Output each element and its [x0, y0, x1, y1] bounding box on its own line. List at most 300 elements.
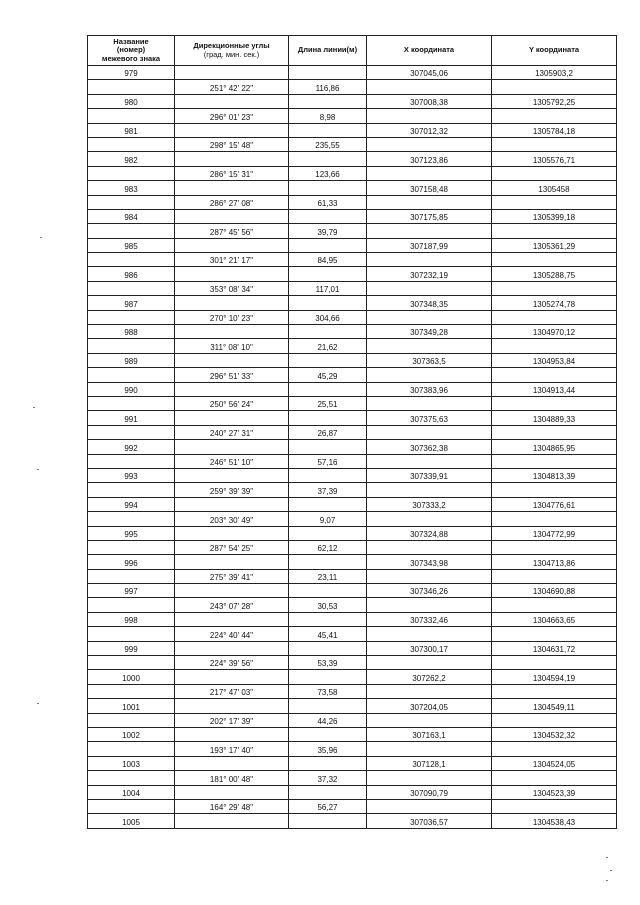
empty-cell: [367, 742, 492, 756]
empty-cell: [175, 382, 289, 396]
header-direction-angle: Дирекционные углы (град. мин. сек.): [175, 36, 289, 66]
segment-row: [88, 281, 617, 295]
segment-row: [88, 80, 617, 94]
point-name: 1000: [88, 670, 175, 684]
scan-speck: [37, 469, 39, 470]
empty-cell: [492, 512, 617, 526]
scan-speck: [606, 880, 608, 881]
empty-cell: [289, 497, 367, 511]
x-coordinate: 307128,1: [367, 756, 492, 770]
y-coordinate: 1305792,25: [492, 94, 617, 108]
y-coordinate: 1304663,65: [492, 612, 617, 626]
point-row: [88, 785, 617, 799]
empty-cell: [289, 353, 367, 367]
point-row: [88, 641, 617, 655]
point-name: 989: [88, 353, 175, 367]
x-coordinate: 307262,2: [367, 670, 492, 684]
direction-angle: 243° 07' 28": [175, 598, 289, 612]
empty-cell: [492, 425, 617, 439]
point-name: 988: [88, 325, 175, 339]
empty-cell: [492, 598, 617, 612]
segment-row: [88, 195, 617, 209]
line-length: 117,01: [289, 281, 367, 295]
scan-speck: [33, 407, 35, 408]
x-coordinate: 307175,85: [367, 209, 492, 223]
empty-cell: [88, 569, 175, 583]
y-coordinate: 1304594,19: [492, 670, 617, 684]
empty-cell: [175, 584, 289, 598]
empty-cell: [367, 799, 492, 813]
empty-cell: [367, 512, 492, 526]
direction-angle: 193° 17' 40": [175, 742, 289, 756]
empty-cell: [367, 253, 492, 267]
line-length: 116,86: [289, 80, 367, 94]
line-length: 21,62: [289, 339, 367, 353]
x-coordinate: 307333,2: [367, 497, 492, 511]
empty-cell: [175, 267, 289, 281]
empty-cell: [175, 612, 289, 626]
x-coordinate: 307187,99: [367, 238, 492, 252]
line-length: 53,39: [289, 656, 367, 670]
direction-angle: 296° 51' 33": [175, 368, 289, 382]
point-name: 995: [88, 526, 175, 540]
point-row: [88, 238, 617, 252]
empty-cell: [175, 123, 289, 137]
point-row: [88, 325, 617, 339]
point-row: [88, 353, 617, 367]
x-coordinate: 307363,5: [367, 353, 492, 367]
point-row: [88, 584, 617, 598]
empty-cell: [289, 440, 367, 454]
empty-cell: [289, 94, 367, 108]
empty-cell: [175, 353, 289, 367]
direction-angle: 353° 08' 34": [175, 281, 289, 295]
point-row: [88, 411, 617, 425]
segment-row: [88, 742, 617, 756]
empty-cell: [289, 814, 367, 828]
empty-cell: [175, 814, 289, 828]
header-line-length: Длина линии(м): [289, 36, 367, 66]
direction-angle: 203° 30' 49": [175, 512, 289, 526]
empty-cell: [367, 281, 492, 295]
empty-cell: [88, 253, 175, 267]
y-coordinate: 1305399,18: [492, 209, 617, 223]
scan-speck: [40, 237, 42, 238]
empty-cell: [175, 699, 289, 713]
point-name: 981: [88, 123, 175, 137]
direction-angle: 286° 27' 08": [175, 195, 289, 209]
empty-cell: [289, 612, 367, 626]
line-length: 37,39: [289, 483, 367, 497]
empty-cell: [289, 66, 367, 80]
point-row: [88, 555, 617, 569]
direction-angle: 251° 42' 22": [175, 80, 289, 94]
line-length: 30,53: [289, 598, 367, 612]
line-length: 62,12: [289, 540, 367, 554]
point-row: [88, 497, 617, 511]
empty-cell: [175, 152, 289, 166]
empty-cell: [289, 382, 367, 396]
point-row: [88, 382, 617, 396]
y-coordinate: 1304970,12: [492, 325, 617, 339]
segment-row: [88, 310, 617, 324]
empty-cell: [88, 137, 175, 151]
x-coordinate: 307339,91: [367, 468, 492, 482]
y-coordinate: 1304772,99: [492, 526, 617, 540]
empty-cell: [289, 727, 367, 741]
point-name: 982: [88, 152, 175, 166]
segment-row: [88, 598, 617, 612]
empty-cell: [289, 584, 367, 598]
table-header-row: [88, 36, 617, 66]
empty-cell: [492, 137, 617, 151]
point-row: [88, 209, 617, 223]
segment-row: [88, 109, 617, 123]
empty-cell: [367, 310, 492, 324]
empty-cell: [88, 540, 175, 554]
line-length: 35,96: [289, 742, 367, 756]
empty-cell: [175, 296, 289, 310]
segment-row: [88, 137, 617, 151]
empty-cell: [88, 339, 175, 353]
x-coordinate: 307036,57: [367, 814, 492, 828]
point-row: [88, 612, 617, 626]
empty-cell: [88, 656, 175, 670]
coordinates-sheet: [87, 35, 616, 829]
empty-cell: [367, 368, 492, 382]
direction-angle: 181° 00' 48": [175, 771, 289, 785]
empty-cell: [492, 540, 617, 554]
empty-cell: [492, 799, 617, 813]
y-coordinate: 1304776,61: [492, 497, 617, 511]
point-name: 1003: [88, 756, 175, 770]
empty-cell: [175, 94, 289, 108]
empty-cell: [367, 713, 492, 727]
empty-cell: [88, 396, 175, 410]
x-coordinate: 307332,46: [367, 612, 492, 626]
direction-angle: 287° 45' 56": [175, 224, 289, 238]
line-length: 61,33: [289, 195, 367, 209]
segment-row: [88, 368, 617, 382]
empty-cell: [289, 181, 367, 195]
empty-cell: [492, 713, 617, 727]
y-coordinate: 1304549,11: [492, 699, 617, 713]
empty-cell: [492, 454, 617, 468]
empty-cell: [175, 325, 289, 339]
direction-angle: 270° 10' 23": [175, 310, 289, 324]
empty-cell: [88, 512, 175, 526]
empty-cell: [289, 123, 367, 137]
point-row: [88, 152, 617, 166]
empty-cell: [175, 555, 289, 569]
line-length: 23,11: [289, 569, 367, 583]
point-name: 991: [88, 411, 175, 425]
segment-row: [88, 799, 617, 813]
line-length: 25,51: [289, 396, 367, 410]
point-row: [88, 440, 617, 454]
header-point-name: Название (номер) межевого знака: [88, 36, 175, 66]
empty-cell: [88, 166, 175, 180]
empty-cell: [492, 224, 617, 238]
segment-row: [88, 713, 617, 727]
x-coordinate: 307346,26: [367, 584, 492, 598]
empty-cell: [367, 195, 492, 209]
empty-cell: [289, 411, 367, 425]
point-name: 1005: [88, 814, 175, 828]
y-coordinate: 1304538,43: [492, 814, 617, 828]
line-length: 45,29: [289, 368, 367, 382]
empty-cell: [88, 598, 175, 612]
direction-angle: 296° 01' 23": [175, 109, 289, 123]
y-coordinate: 1304889,33: [492, 411, 617, 425]
line-length: 235,55: [289, 137, 367, 151]
empty-cell: [289, 670, 367, 684]
empty-cell: [367, 569, 492, 583]
empty-cell: [88, 195, 175, 209]
empty-cell: [492, 281, 617, 295]
y-coordinate: 1305903,2: [492, 66, 617, 80]
empty-cell: [175, 468, 289, 482]
point-name: 997: [88, 584, 175, 598]
empty-cell: [175, 181, 289, 195]
y-coordinate: 1305288,75: [492, 267, 617, 281]
x-coordinate: 307123,86: [367, 152, 492, 166]
empty-cell: [289, 238, 367, 252]
x-coordinate: 307383,96: [367, 382, 492, 396]
x-coordinate: 307375,63: [367, 411, 492, 425]
empty-cell: [367, 540, 492, 554]
y-coordinate: 1305274,78: [492, 296, 617, 310]
line-length: 56,27: [289, 799, 367, 813]
point-name: 993: [88, 468, 175, 482]
empty-cell: [88, 771, 175, 785]
direction-angle: 246° 51' 10": [175, 454, 289, 468]
point-row: [88, 727, 617, 741]
empty-cell: [289, 267, 367, 281]
empty-cell: [367, 166, 492, 180]
segment-row: [88, 253, 617, 267]
y-coordinate: 1304865,95: [492, 440, 617, 454]
empty-cell: [289, 468, 367, 482]
line-length: 8,98: [289, 109, 367, 123]
x-coordinate: 307300,17: [367, 641, 492, 655]
point-row: [88, 468, 617, 482]
line-length: 39,79: [289, 224, 367, 238]
empty-cell: [492, 109, 617, 123]
segment-row: [88, 627, 617, 641]
y-coordinate: 1304524,05: [492, 756, 617, 770]
segment-row: [88, 425, 617, 439]
point-row: [88, 756, 617, 770]
empty-cell: [367, 598, 492, 612]
empty-cell: [88, 109, 175, 123]
empty-cell: [175, 209, 289, 223]
empty-cell: [367, 684, 492, 698]
empty-cell: [492, 396, 617, 410]
table-body: [88, 66, 617, 829]
empty-cell: [492, 569, 617, 583]
empty-cell: [88, 713, 175, 727]
empty-cell: [175, 670, 289, 684]
segment-row: [88, 771, 617, 785]
point-row: [88, 526, 617, 540]
segment-row: [88, 540, 617, 554]
empty-cell: [88, 80, 175, 94]
x-coordinate: 307090,79: [367, 785, 492, 799]
empty-cell: [88, 799, 175, 813]
line-length: 9,07: [289, 512, 367, 526]
segment-row: [88, 512, 617, 526]
point-name: 1004: [88, 785, 175, 799]
empty-cell: [289, 209, 367, 223]
direction-angle: 301° 21' 17": [175, 253, 289, 267]
point-row: [88, 181, 617, 195]
direction-angle: 250° 56' 24": [175, 396, 289, 410]
empty-cell: [289, 325, 367, 339]
empty-cell: [367, 137, 492, 151]
scan-speck: [37, 703, 39, 704]
empty-cell: [289, 699, 367, 713]
direction-angle: 240° 27' 31": [175, 425, 289, 439]
y-coordinate: 1304532,32: [492, 727, 617, 741]
direction-angle: 275° 39' 41": [175, 569, 289, 583]
empty-cell: [88, 627, 175, 641]
empty-cell: [289, 756, 367, 770]
line-length: 45,41: [289, 627, 367, 641]
segment-row: [88, 569, 617, 583]
direction-angle: 259° 39' 39": [175, 483, 289, 497]
empty-cell: [175, 727, 289, 741]
empty-cell: [367, 627, 492, 641]
empty-cell: [367, 339, 492, 353]
empty-cell: [175, 497, 289, 511]
empty-cell: [289, 152, 367, 166]
point-row: [88, 814, 617, 828]
x-coordinate: 307343,98: [367, 555, 492, 569]
empty-cell: [367, 771, 492, 785]
empty-cell: [492, 684, 617, 698]
boundary-coordinates-table: [87, 35, 617, 829]
empty-cell: [175, 66, 289, 80]
empty-cell: [492, 483, 617, 497]
x-coordinate: 307348,35: [367, 296, 492, 310]
empty-cell: [367, 224, 492, 238]
empty-cell: [367, 80, 492, 94]
point-name: 990: [88, 382, 175, 396]
point-row: [88, 66, 617, 80]
line-length: 37,32: [289, 771, 367, 785]
point-row: [88, 267, 617, 281]
point-name: 999: [88, 641, 175, 655]
empty-cell: [88, 310, 175, 324]
y-coordinate: 1304953,84: [492, 353, 617, 367]
empty-cell: [88, 684, 175, 698]
empty-cell: [367, 454, 492, 468]
y-coordinate: 1305458: [492, 181, 617, 195]
empty-cell: [492, 368, 617, 382]
empty-cell: [289, 555, 367, 569]
segment-row: [88, 339, 617, 353]
segment-row: [88, 656, 617, 670]
empty-cell: [492, 253, 617, 267]
line-length: 26,87: [289, 425, 367, 439]
segment-row: [88, 396, 617, 410]
y-coordinate: 1305361,29: [492, 238, 617, 252]
empty-cell: [88, 281, 175, 295]
point-name: 994: [88, 497, 175, 511]
line-length: 84,95: [289, 253, 367, 267]
empty-cell: [492, 166, 617, 180]
point-name: 986: [88, 267, 175, 281]
direction-angle: 286° 15' 31": [175, 166, 289, 180]
point-row: [88, 699, 617, 713]
x-coordinate: 307204,05: [367, 699, 492, 713]
empty-cell: [175, 526, 289, 540]
point-row: [88, 94, 617, 108]
y-coordinate: 1305576,71: [492, 152, 617, 166]
line-length: 73,58: [289, 684, 367, 698]
y-coordinate: 1304813,39: [492, 468, 617, 482]
empty-cell: [289, 526, 367, 540]
point-name: 984: [88, 209, 175, 223]
point-name: 992: [88, 440, 175, 454]
empty-cell: [492, 742, 617, 756]
empty-cell: [175, 411, 289, 425]
direction-angle: 202° 17' 39": [175, 713, 289, 727]
empty-cell: [289, 785, 367, 799]
empty-cell: [289, 641, 367, 655]
line-length: 44,26: [289, 713, 367, 727]
empty-cell: [492, 339, 617, 353]
point-name: 1001: [88, 699, 175, 713]
header-y-coordinate: Y координата: [492, 36, 617, 66]
segment-row: [88, 684, 617, 698]
scan-speck: [606, 857, 608, 858]
y-coordinate: 1304713,86: [492, 555, 617, 569]
empty-cell: [175, 785, 289, 799]
point-name: 987: [88, 296, 175, 310]
point-name: 980: [88, 94, 175, 108]
x-coordinate: 307008,38: [367, 94, 492, 108]
x-coordinate: 307045,06: [367, 66, 492, 80]
point-name: 985: [88, 238, 175, 252]
segment-row: [88, 224, 617, 238]
empty-cell: [492, 310, 617, 324]
x-coordinate: 307158,48: [367, 181, 492, 195]
scan-speck: [610, 870, 612, 871]
empty-cell: [492, 80, 617, 94]
x-coordinate: 307349,28: [367, 325, 492, 339]
segment-row: [88, 166, 617, 180]
empty-cell: [367, 483, 492, 497]
empty-cell: [367, 109, 492, 123]
empty-cell: [367, 656, 492, 670]
x-coordinate: 307324,88: [367, 526, 492, 540]
y-coordinate: 1304690,88: [492, 584, 617, 598]
empty-cell: [492, 656, 617, 670]
point-name: 996: [88, 555, 175, 569]
point-name: 998: [88, 612, 175, 626]
empty-cell: [367, 425, 492, 439]
direction-angle: 311° 08' 10": [175, 339, 289, 353]
empty-cell: [492, 771, 617, 785]
y-coordinate: 1305784,18: [492, 123, 617, 137]
empty-cell: [88, 454, 175, 468]
line-length: 304,66: [289, 310, 367, 324]
direction-angle: 164° 29' 48": [175, 799, 289, 813]
empty-cell: [492, 627, 617, 641]
empty-cell: [175, 440, 289, 454]
